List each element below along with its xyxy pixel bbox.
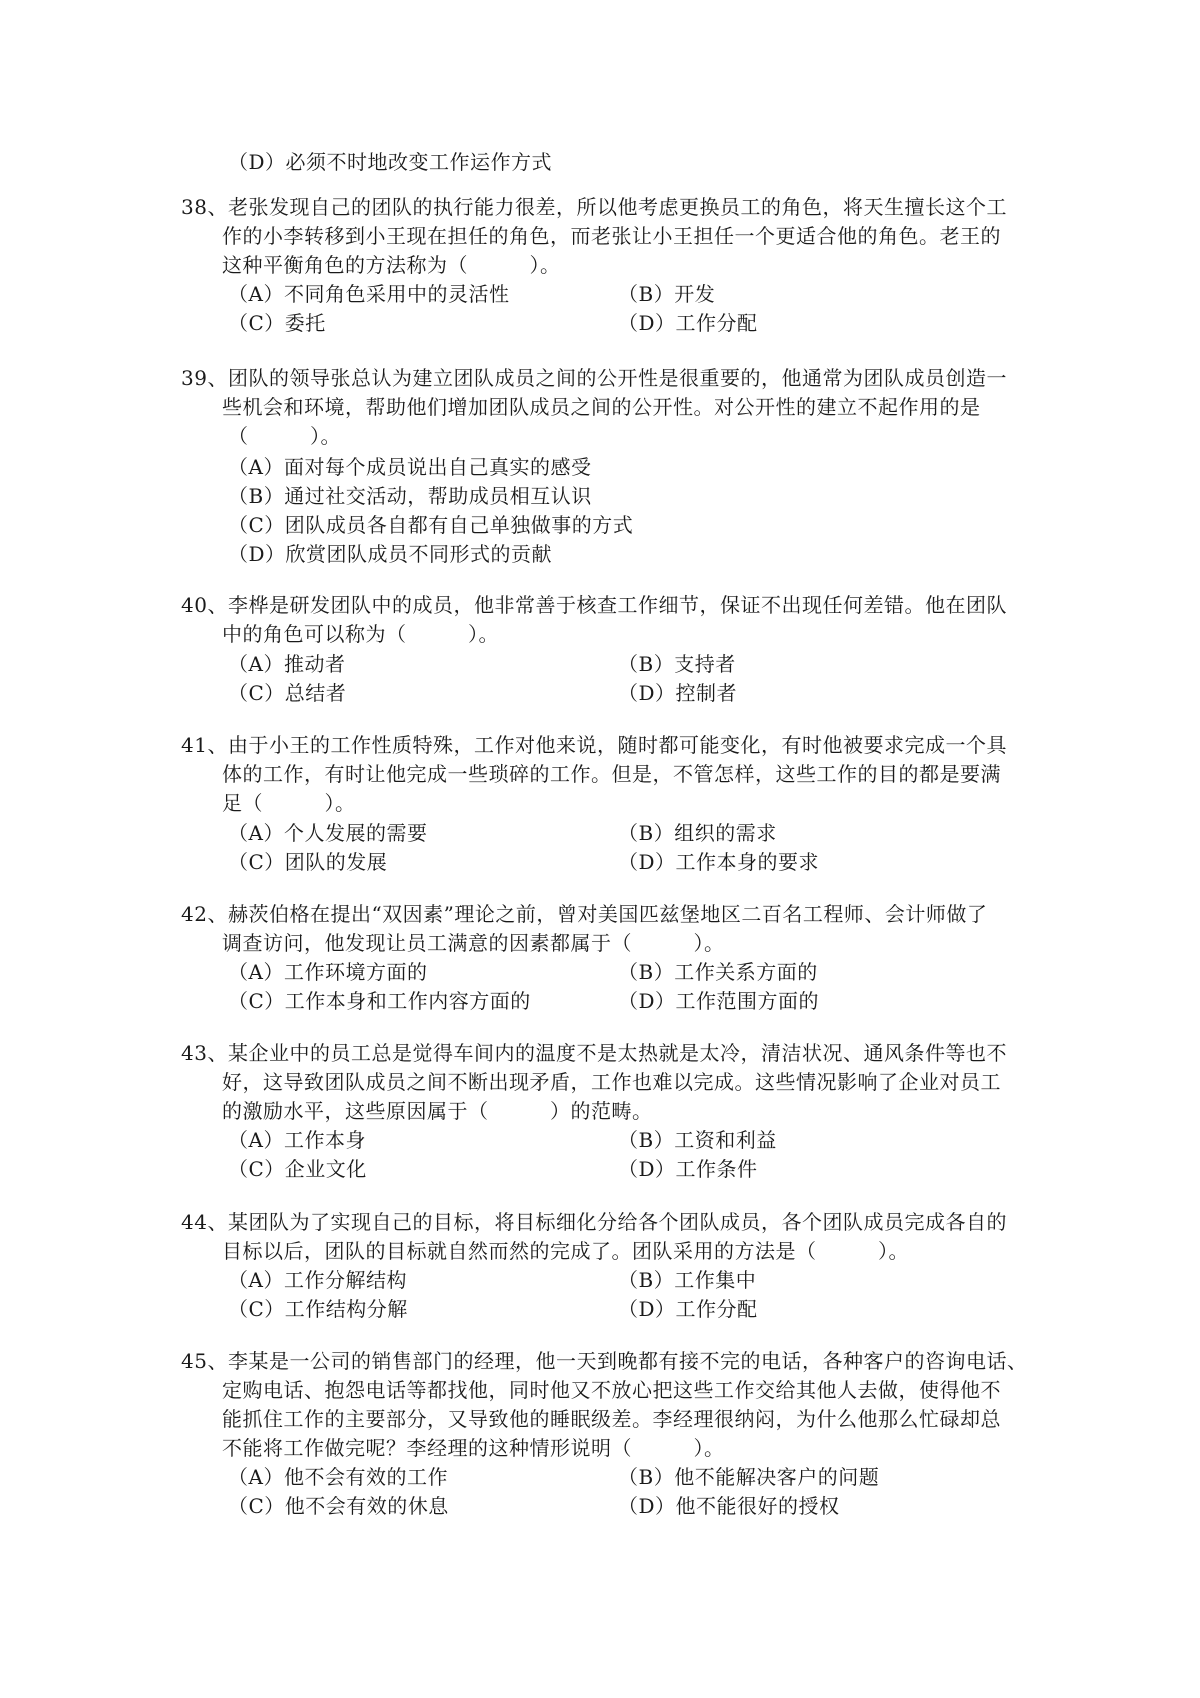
question-38-option-b: （B）开发 [618, 282, 716, 306]
question-44-option-a: （A）工作分解结构 [228, 1268, 407, 1292]
question-40-option-b: （B）支持者 [618, 652, 736, 676]
question-43-option-b: （B）工资和利益 [618, 1128, 777, 1152]
question-41-option-a: （A）个人发展的需要 [228, 821, 428, 845]
question-45-option-c: （C）他不会有效的休息 [228, 1494, 449, 1518]
question-39-option-d: （D）欣赏团队成员不同形式的贡献 [228, 542, 553, 566]
question-43-option-d: （D）工作条件 [618, 1157, 758, 1181]
question-37-option-d: （D）必须不时地改变工作运作方式 [228, 150, 553, 174]
question-41-option-b: （B）组织的需求 [618, 821, 777, 845]
question-43-line-2: 好，这导致团队成员之间不断出现矛盾，工作也难以完成。这些情况影响了企业对员工 [222, 1070, 1001, 1094]
question-38-line-2: 作的小李转移到小王现在担任的角色，而老张让小王担任一个更适合他的角色。老王的 [222, 224, 1001, 248]
question-42-option-b: （B）工作关系方面的 [618, 960, 818, 984]
question-43-option-a: （A）工作本身 [228, 1128, 366, 1152]
question-42-option-a: （A）工作环境方面的 [228, 960, 428, 984]
question-42-option-c: （C）工作本身和工作内容方面的 [228, 989, 531, 1013]
question-39-line-1: 39、团队的领导张总认为建立团队成员之间的公开性是很重要的，他通常为团队成员创造一 [181, 366, 1007, 390]
question-41-option-d: （D）工作本身的要求 [618, 850, 820, 874]
question-45-option-a: （A）他不会有效的工作 [228, 1465, 448, 1489]
question-38-line-3: 这种平衡角色的方法称为（ ）。 [222, 253, 561, 277]
question-41-line-2: 体的工作，有时让他完成一些琐碎的工作。但是，不管怎样，这些工作的目的都是要满 [222, 762, 1001, 786]
question-38-option-d: （D）工作分配 [618, 311, 758, 335]
question-39-line-2: 些机会和环境，帮助他们增加团队成员之间的公开性。对公开性的建立不起作用的是 [222, 395, 981, 419]
question-39-option-c: （C）团队成员各自都有自己单独做事的方式 [228, 513, 634, 537]
question-39-option-b: （B）通过社交活动，帮助成员相互认识 [228, 484, 592, 508]
question-43-line-3: 的激励水平，这些原因属于（ ）的范畴。 [222, 1099, 653, 1123]
question-42-option-d: （D）工作范围方面的 [618, 989, 820, 1013]
question-42-line-2: 调查访问，他发现让员工满意的因素都属于（ ）。 [222, 931, 725, 955]
question-41-line-3: 足（ ）。 [222, 791, 356, 815]
question-45-line-3: 能抓住工作的主要部分，又导致他的睡眠级差。李经理很纳闷，为什么他那么忙碌却总 [222, 1407, 1001, 1431]
question-44-option-d: （D）工作分配 [618, 1297, 758, 1321]
question-42-line-1: 42、赫茨伯格在提出“双因素”理论之前，曾对美国匹兹堡地区二百名工程师、会计师做了 [181, 902, 988, 926]
question-38-option-a: （A）不同角色采用中的灵活性 [228, 282, 510, 306]
question-43-option-c: （C）企业文化 [228, 1157, 367, 1181]
question-38-option-c: （C）委托 [228, 311, 326, 335]
question-40-line-2: 中的角色可以称为（ ）。 [222, 622, 499, 646]
question-44-line-2: 目标以后，团队的目标就自然而然的完成了。团队采用的方法是（ ）。 [222, 1239, 909, 1263]
question-45-line-4: 不能将工作做完呢？李经理的这种情形说明（ ）。 [222, 1436, 725, 1460]
question-44-line-1: 44、某团队为了实现自己的目标，将目标细化分给各个团队成员，各个团队成员完成各自的 [181, 1210, 1007, 1234]
question-45-option-b: （B）他不能解决客户的问题 [618, 1465, 880, 1489]
question-40-option-c: （C）总结者 [228, 681, 347, 705]
question-44-option-c: （C）工作结构分解 [228, 1297, 408, 1321]
question-39-line-3: （ ）。 [228, 424, 341, 448]
question-45-line-1: 45、李某是一公司的销售部门的经理，他一天到晚都有接不完的电话，各种客户的咨询电话、 [181, 1349, 1028, 1373]
question-45-option-d: （D）他不能很好的授权 [618, 1494, 840, 1518]
question-39-option-a: （A）面对每个成员说出自己真实的感受 [228, 455, 592, 479]
question-40-option-a: （A）推动者 [228, 652, 346, 676]
question-45-line-2: 定购电话、抱怨电话等都找他，同时他又不放心把这些工作交给其他人去做，使得他不 [222, 1378, 1001, 1402]
question-40-option-d: （D）控制者 [618, 681, 738, 705]
question-41-line-1: 41、由于小王的工作性质特殊，工作对他来说，随时都可能变化，有时他被要求完成一个具 [181, 733, 1007, 757]
question-41-option-c: （C）团队的发展 [228, 850, 388, 874]
question-40-line-1: 40、李桦是研发团队中的成员，他非常善于核查工作细节，保证不出现任何差错。他在团队 [181, 593, 1007, 617]
question-44-option-b: （B）工作集中 [618, 1268, 757, 1292]
question-43-line-1: 43、某企业中的员工总是觉得车间内的温度不是太热就是太冷，清洁状况、通风条件等也不 [181, 1041, 1007, 1065]
question-38-line-1: 38、老张发现自己的团队的执行能力很差，所以他考虑更换员工的角色，将天生擅长这个工 [181, 195, 1007, 219]
